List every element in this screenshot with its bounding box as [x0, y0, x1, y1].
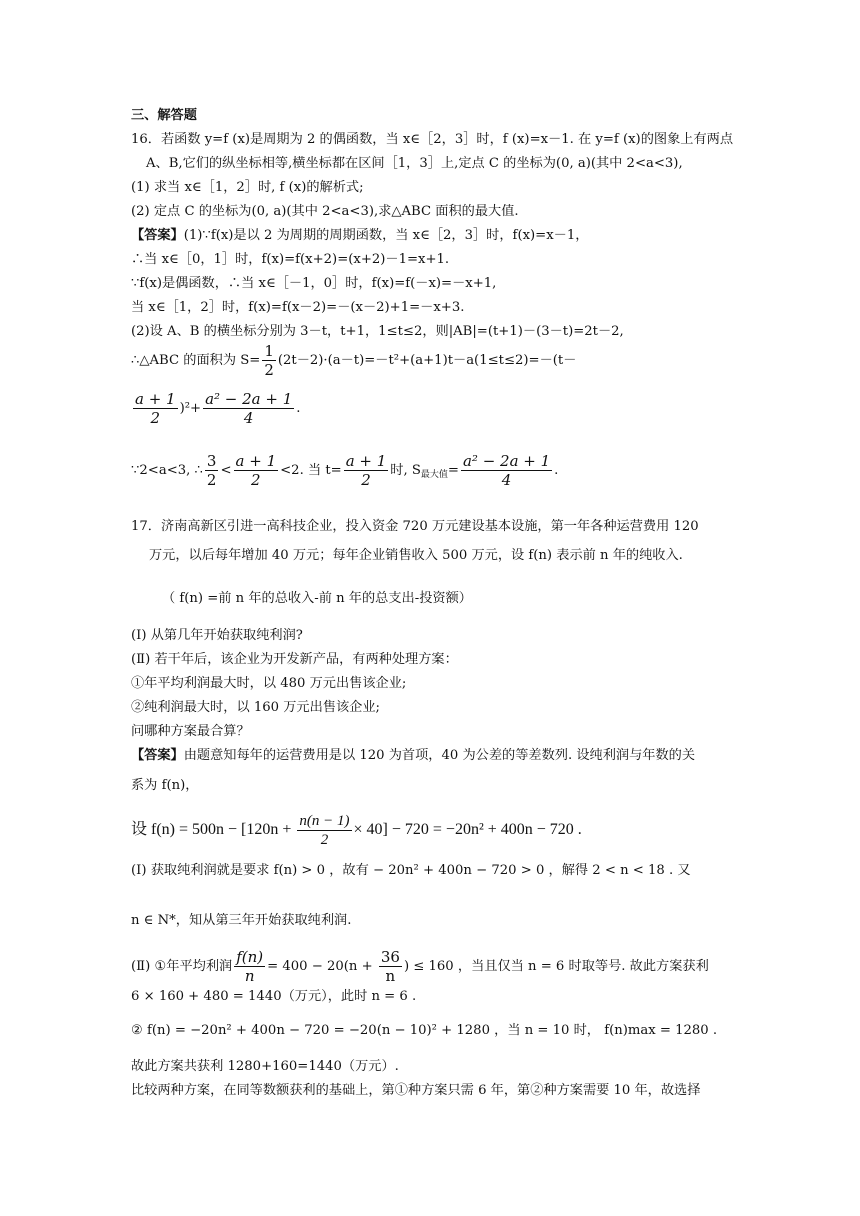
fraction: $\frac{a + 1}{2}$	[345, 452, 387, 489]
fraction: $\frac{36}{n}$	[380, 948, 400, 985]
fraction: $\frac{a + 1}{2}$	[235, 452, 277, 489]
q17-answer-compare: 比较两种方案，在同等数额获利的基础上，第①种方案只需 6 年，第②种方案需要 10 年，故选择	[131, 1083, 701, 1098]
q17-answer-total: 故此方案共获利 1280+160=1440（万元）.	[131, 1059, 399, 1074]
q16-answer-line-2: ∴当 x∈［0，1］时，f(x)=f(x+2)=(x+2)－1=x+1.	[131, 252, 450, 267]
answer-tag: 【答案】	[131, 228, 184, 243]
fraction: $\frac{3}{2}$	[206, 452, 217, 489]
q17-question: 问哪种方案最合算？	[131, 724, 250, 739]
fraction: $\frac{1}{2}$	[264, 342, 274, 379]
q17-note: （ f(n) =前 n 年的总收入-前 n 年的总支出-投资额）	[162, 591, 472, 606]
q17-line-1: 17．济南高新区引进一高科技企业，投入资金 720 万元建设基本设施，第一年各种运营费用 120	[131, 519, 699, 534]
q17-answer-part-1: (Ⅰ) 获取纯利润就是要求 f(n) > 0 ，故有 − 20n² + 400n − 720 > 0 ，解得 2 < n < 18 . 又	[131, 863, 691, 878]
q17-answer-profit-2: ② f(n) = −20n² + 400n − 720 = −20(n − 10)² + 1280 ，当 n = 10 时， f(n)max = 1280 .	[131, 1023, 718, 1038]
q16-answer-line-7: $\frac{a + 1}{2}$ )²+ $\frac{\text{a² − 2a + 1}}{4}$ .	[135, 390, 301, 427]
answer-tag: 【答案】	[131, 748, 184, 763]
q17-answer-part-2: (Ⅱ) ①年平均利润 $\frac{f(n)}{n}$ = 400 − 20(n + $\frac{36}{n}$ ) ≤ 160 ，当且仅当 n = 6 时取等号. 故此方案获利	[131, 948, 709, 985]
q16-part-1: (1) 求当 x∈［1，2］时, f (x)的解析式;	[131, 180, 364, 195]
q17-answer-line-1: 【答案】由题意知每年的运营费用是以 120 为首项，40 为公差的等差数列. 设纯利润与年数的关	[131, 748, 696, 763]
q16-answer-line-8: ∵2<a<3, ∴ $\frac{3}{2}$ < $\frac{a + 1}{2}$ <2. 当 t= $\frac{a + 1}{2}$ 时, $S_{最大值}=$ $\frac{\text{a² − 2a + 1}}{4}$ .	[131, 452, 559, 489]
q17-option-2: ②纯利润最大时，以 160 万元出售该企业;	[131, 700, 380, 715]
q16-answer-line-4: 当 x∈［1，2］时，f(x)=f(x－2)=－(x－2)+1=－x+3.	[131, 300, 465, 315]
q17-answer-formula: 设 f(n) = 500n − [120n + $\frac{n(n - 1)}{2}$ × 40] − 720 = −20n² + 400n − 720 .	[131, 813, 582, 848]
q16-part-2: (2) 定点 C 的坐标为(0, a)(其中 2<a<3),求△ABC 面积的最大值.	[131, 204, 519, 219]
q17-answer-profit-1: 6 × 160 + 480 = 1440（万元），此时 n = 6 .	[131, 989, 417, 1004]
q17-part-1: (Ⅰ) 从第几年开始获取纯利润?	[131, 628, 303, 643]
fraction: $\frac{f(n)}{n}$	[236, 948, 264, 985]
q16-line-1: 16．若函数 y=f (x)是周期为 2 的偶函数，当 x∈［2，3］时，f (x)=x－1. 在 y=f (x)的图象上有两点	[131, 132, 734, 147]
q16-answer-line-6: ∴△ABC 的面积为 S= $\frac{1}{2}$ (2t－2)·(a－t)=－t²+(a+1)t－a(1≤t≤2)=－(t－	[131, 342, 577, 379]
q16-line-2: A、B,它们的纵坐标相等,横坐标都在区间［1，3］上,定点 C 的坐标为(0, a)(其中 2<a<3),	[146, 156, 683, 171]
q17-answer-line-2: 系为 f(n)，	[131, 778, 199, 793]
fraction: $\frac{n(n - 1)}{2}$	[299, 813, 350, 848]
q16-answer-line-5: (2)设 A、B 的横坐标分别为 3－t，t+1，1≤t≤2，则|AB|=(t+1)－(3－t)=2t－2,	[131, 324, 624, 339]
fraction: $\frac{a + 1}{2}$	[135, 390, 176, 427]
q16-answer-line-1: 【答案】(1)∵f(x)是以 2 为周期的周期函数，当 x∈［2，3］时，f(x)=x－1，	[131, 228, 589, 243]
q16-answer-line-3: ∵f(x)是偶函数，∴当 x∈［－1，0］时，f(x)=f(－x)=－x+1,	[131, 276, 497, 291]
fraction: $\frac{\text{a² − 2a + 1}}{4}$	[205, 390, 293, 427]
q17-option-1: ①年平均利润最大时，以 480 万元出售该企业;	[131, 676, 407, 691]
q17-answer-part-1-cont: n ∈ N*，知从第三年开始获取纯利润.	[131, 913, 352, 928]
q17-part-2: (Ⅱ) 若干年后，该企业为开发新产品，有两种处理方案：	[131, 652, 458, 667]
fraction: $\frac{\text{a² − 2a + 1}}{4}$	[462, 452, 551, 489]
q17-line-2: 万元，以后每年增加 40 万元；每年企业销售收入 500 万元，设 f(n) 表示前 n 年的纯收入.	[149, 548, 683, 563]
section-title: 三、解答题	[131, 108, 197, 123]
